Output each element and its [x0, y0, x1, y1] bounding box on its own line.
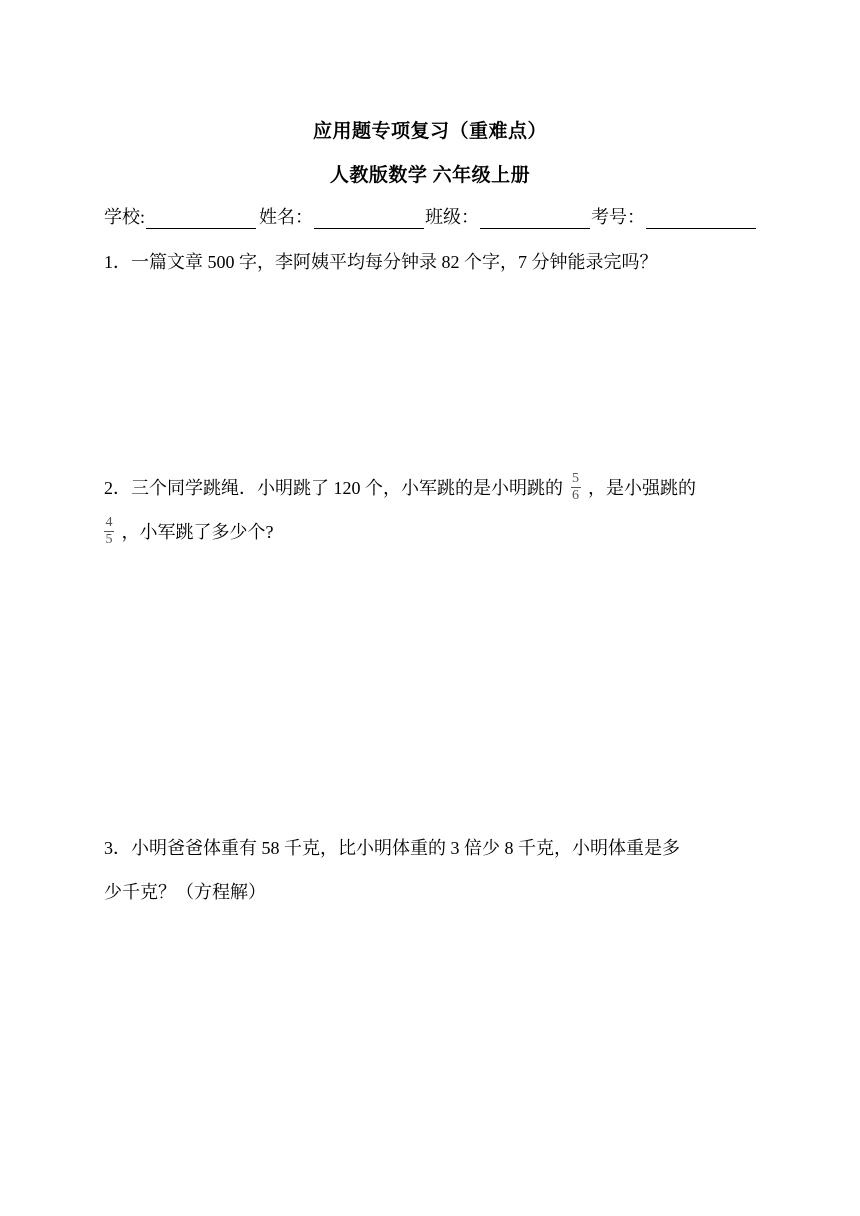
worksheet-subtitle: 人教版数学 六年级上册	[329, 165, 531, 186]
school-blank[interactable]	[146, 208, 256, 229]
school-label: 学校:	[104, 207, 146, 227]
fraction-five-sixths	[571, 472, 581, 503]
question-2-text-middle: ，是小强跳的	[588, 478, 696, 498]
exam-number-label: 考号：	[591, 207, 645, 227]
class-blank[interactable]	[480, 208, 590, 229]
class-field	[425, 203, 590, 229]
question-1: 1．一篇文章 500 字，李阿姨平均每分钟录 82 个字，7 分钟能录完吗？	[104, 252, 658, 272]
worksheet-title: 应用题专项复习（重难点）	[312, 121, 547, 142]
name-label: 姓名：	[259, 207, 313, 227]
exam-number-blank[interactable]	[646, 208, 756, 229]
question-3-line-1: 3．小明爸爸体重有 58 千克，比小明体重的 3 倍少 8 千克，小明体重是多	[104, 838, 680, 858]
fraction-denominator: 5	[105, 532, 113, 548]
question-3-line-2: 少千克？（方程解）	[104, 882, 266, 902]
question-2-text-start: 2．三个同学跳绳．小明跳了 120 个，小军跳的是小明跳的	[104, 478, 563, 498]
student-info-row	[104, 203, 764, 229]
fraction-numerator: 5	[572, 471, 579, 487]
question-2-line-1	[104, 471, 764, 505]
fraction-numerator: 4	[105, 515, 113, 531]
exam-number-field	[591, 203, 756, 229]
fraction-four-fifths	[104, 516, 114, 547]
fraction-denominator: 6	[572, 488, 579, 504]
school-field	[104, 203, 256, 229]
question-2-text-end: ，小军跳了多少个?	[121, 522, 274, 542]
class-label: 班级：	[425, 207, 479, 227]
question-2-line-2	[104, 515, 764, 549]
name-field	[259, 203, 424, 229]
name-blank[interactable]	[314, 208, 424, 229]
